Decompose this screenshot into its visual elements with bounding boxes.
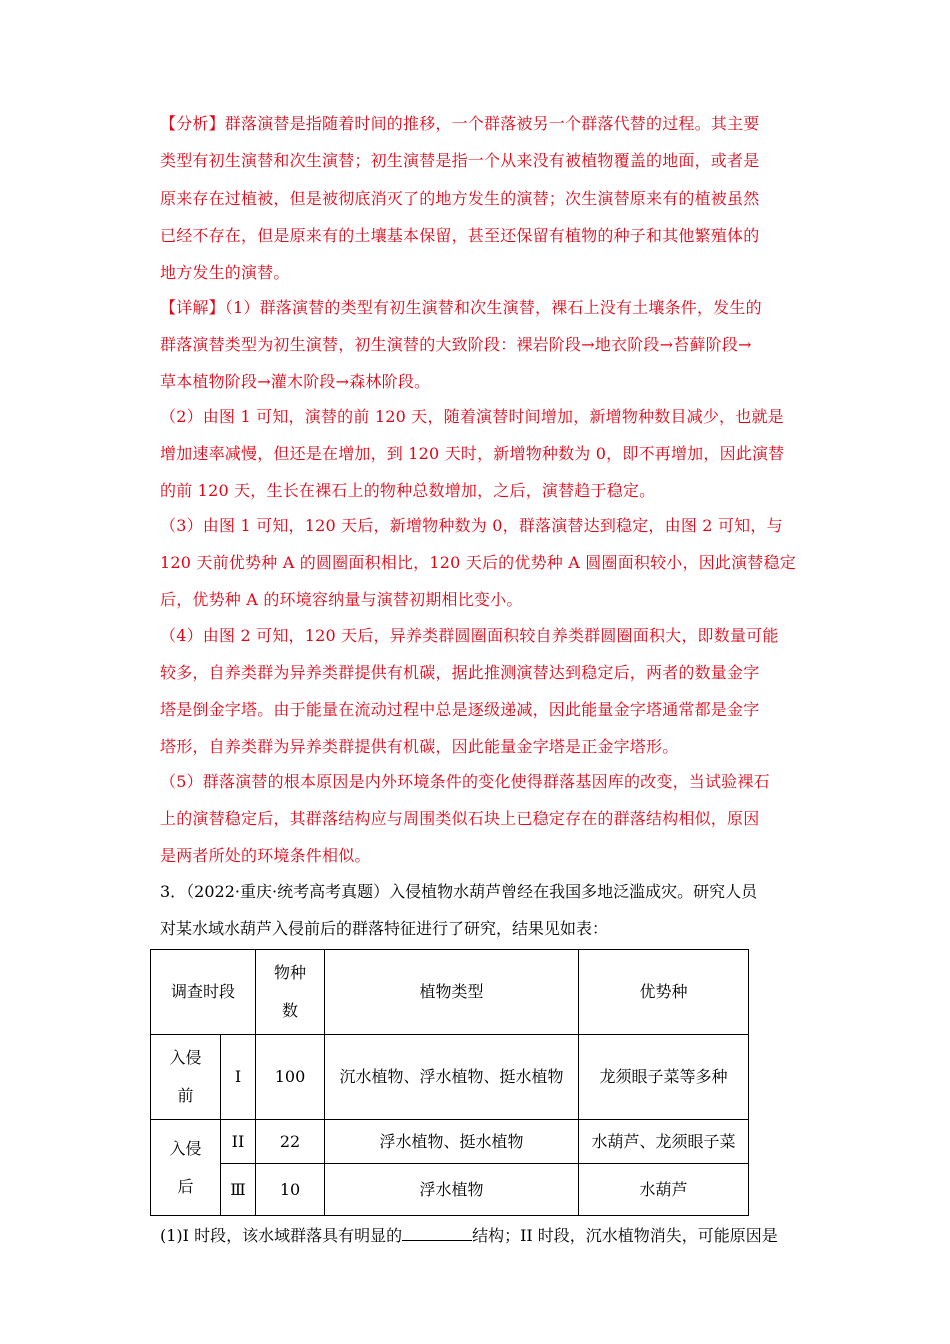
analysis-line: 类型有初生演替和次生演替；初生演替是指一个从来没有被植物覆盖的地面，或者是 <box>160 151 760 170</box>
analysis-line: 已经不存在，但是原来有的土壤基本保留，甚至还保留有植物的种子和其他繁殖体的 <box>160 226 760 245</box>
detail-line: 120 天前优势种 A 的圆圈面积相比，120 天后的优势种 A 圆圈面积较小，因此演替稳定 <box>160 553 796 572</box>
table-row <box>151 1164 749 1216</box>
stage-cell: I <box>221 1035 256 1120</box>
detail-line: 群落演替类型为初生演替，初生演替的大致阶段：裸岩阶段→地衣阶段→苔藓阶段→ <box>160 335 752 354</box>
dominant-cell: 水葫芦、龙须眼子菜 <box>579 1120 749 1164</box>
sub-question-part-b: 结构；II 时段，沉水植物消失，可能原因是 <box>472 1226 778 1245</box>
count-cell: 10 <box>256 1164 325 1216</box>
before-label-line1: 入侵 <box>169 1048 202 1067</box>
detail-line: 增加速率减慢，但还是在增加，到 120 天时，新增物种数为 0，即不再增加，因此演替 <box>160 444 785 463</box>
detail-line: （2）由图 1 可知，演替的前 120 天，随着演替时间增加，新增物种数目减少，也就是 <box>160 407 784 426</box>
plant-type-cell: 浮水植物 <box>325 1164 579 1216</box>
analysis-line: 地方发生的演替。 <box>160 263 290 282</box>
after-label-line2: 后 <box>177 1176 194 1196</box>
plant-type-cell: 浮水植物、挺水植物 <box>325 1120 579 1164</box>
count-cell: 22 <box>256 1120 325 1164</box>
detail-line: （3）由图 1 可知，120 天后，新增物种数为 0，群落演替达到稳定，由图 2 可知，与 <box>160 516 783 535</box>
survey-table <box>150 949 749 1216</box>
detail-line: 较多，自养类群为异养类群提供有机碳，据此推测演替达到稳定后，两者的数量金字 <box>160 663 760 682</box>
detail-line: （4）由图 2 可知，120 天后，异养类群圆圈面积较自养类群圆圈面积大，即数量可能 <box>160 626 779 645</box>
before-label-line2: 前 <box>177 1086 194 1105</box>
stage-cell: Ⅲ <box>221 1164 256 1216</box>
header-period: 调查时段 <box>151 950 256 1035</box>
detail-line: 塔形，自养类群为异养类群提供有机碳，因此能量金字塔是正金字塔形。 <box>160 737 679 756</box>
detail-line: 的前 120 天，生长在裸石上的物种总数增加，之后，演替趋于稳定。 <box>160 481 656 500</box>
header-species-count-line1: 物种 <box>273 963 306 982</box>
count-cell: 100 <box>256 1035 325 1120</box>
sub-question <box>160 1226 778 1246</box>
header-plant-type: 植物类型 <box>325 950 579 1035</box>
detail-line: 塔是倒金字塔。由于能量在流动过程中总是逐级递减，因此能量金字塔通常都是金字 <box>160 700 760 719</box>
table-row <box>151 1120 749 1164</box>
header-species-count-line2: 数 <box>281 1001 298 1020</box>
header-dominant: 优势种 <box>579 950 749 1035</box>
question-stem: 对某水域水葫芦入侵前后的群落特征进行了研究，结果见如表： <box>160 919 609 938</box>
detail-line: （5）群落演替的根本原因是内外环境条件的变化使得群落基因库的改变，当试验裸石 <box>160 772 770 791</box>
detail-line: 【详解】（1）群落演替的类型有初生演替和次生演替，裸石上没有土壤条件，发生的 <box>160 298 762 317</box>
detail-line: 上的演替稳定后，其群落结构应与周围类似石块上已稳定存在的群落结构相似，原因 <box>160 809 760 828</box>
table-header-row <box>151 950 749 1035</box>
dominant-cell: 水葫芦 <box>579 1164 749 1216</box>
answer-blank <box>402 1226 472 1241</box>
table-row <box>151 1035 749 1120</box>
analysis-line: 【分析】群落演替是指随着时间的推移，一个群落被另一个群落代替的过程。其主要 <box>160 114 760 133</box>
detail-line: 草本植物阶段→灌木阶段→森林阶段。 <box>160 372 431 391</box>
after-label-line1: 入侵 <box>169 1138 202 1158</box>
dominant-cell: 龙须眼子菜等多种 <box>579 1035 749 1120</box>
header-species-count <box>256 950 325 1035</box>
question-stem: 3．（2022·重庆·统考高考真题）入侵植物水葫芦曾经在我国多地泛滥成灾。研究人员 <box>160 882 758 901</box>
detail-line: 后，优势种 A 的环境容纳量与演替初期相比变小。 <box>160 590 523 609</box>
stage-cell: II <box>221 1120 256 1164</box>
analysis-line: 原来存在过植被，但是被彻底消灭了的地方发生的演替；次生演替原来有的植被虽然 <box>160 189 760 208</box>
before-invasion-label <box>151 1035 221 1120</box>
detail-line: 是两者所处的环境条件相似。 <box>160 846 371 865</box>
sub-question-part-a: (1)I 时段，该水域群落具有明显的 <box>160 1226 403 1245</box>
after-invasion-label <box>151 1120 221 1216</box>
plant-type-cell: 沉水植物、浮水植物、挺水植物 <box>325 1035 579 1120</box>
